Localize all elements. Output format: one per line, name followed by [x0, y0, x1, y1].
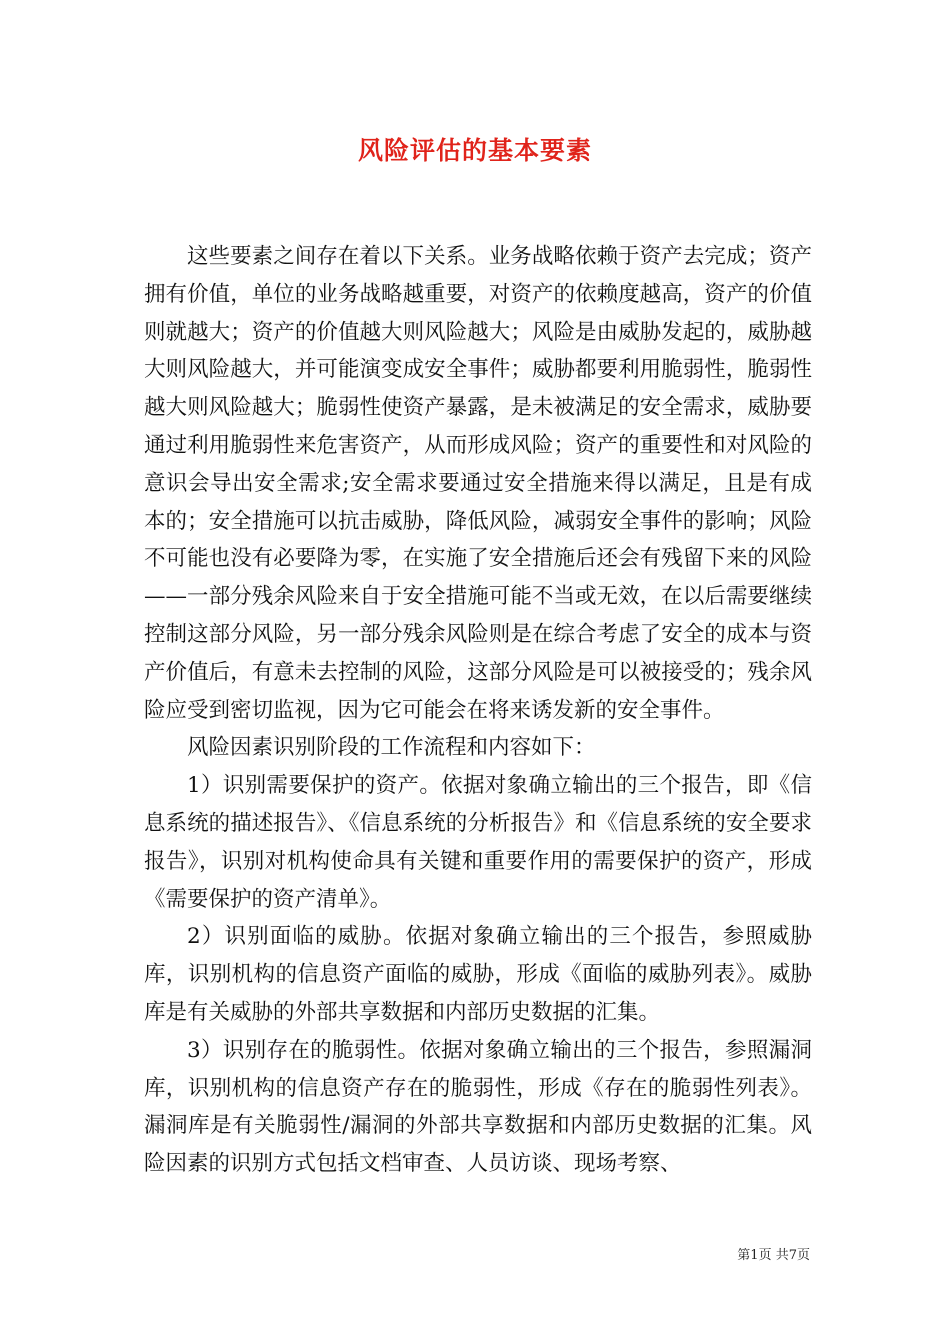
document-body: [144, 238, 812, 1183]
footer-current-page: 1: [750, 1248, 759, 1263]
footer-middle: 页 共: [758, 1248, 789, 1263]
paragraph-workflow-intro: 风险因素识别阶段的工作流程和内容如下：: [187, 735, 596, 761]
footer-prefix: 第: [737, 1248, 751, 1263]
paragraph-step-1: 1）识别需要保护的资产。依据对象确立输出的三个报告，即《信息系统的描述报告》、《信息系统的分析报告》和《信息系统的安全要求报告》，识别对机构使命具有关键和重要作用的需要保护的资产，形成《需要保护的资产清单》。: [144, 773, 812, 912]
paragraph-relationships: 这些要素之间存在着以下关系。业务战略依赖于资产去完成；资产拥有价值，单位的业务战略越重要，对资产的依赖度越高，资产的价值则就越大；资产的价值越大则风险越大；风险是由威胁发起的，威胁越大则风险越大，并可能演变成安全事件；威胁都要利用脆弱性，脆弱性越大则风险越大；脆弱性使资产暴露，是未被满足的安全需求，威胁要通过利用脆弱性来危害资产，从而形成风险；资产的重要性和对风险的意识会导出安全需求;安全需求要通过安全措施来得以满足，且是有成本的；安全措施可以抗击威胁，降低风险，减弱安全事件的影响；风险不可能也没有必要降为零，在实施了安全措施后还会有残留下来的风险——一部分残余风险来自于安全措施可能不当或无效，在以后需要继续控制这部分风险，另一部分残余风险则是在综合考虑了安全的成本与资产价值后，有意未去控制的风险，这部分风险是可以被接受的；残余风险应受到密切监视，因为它可能会在将来诱发新的安全事件。: [144, 244, 812, 723]
page-footer: [737, 1244, 810, 1263]
paragraph-step-3: 3）识别存在的脆弱性。依据对象确立输出的三个报告，参照漏洞库，识别机构的信息资产存在的脆弱性，形成《存在的脆弱性列表》。漏洞库是有关脆弱性/漏洞的外部共享数据和内部历史数据的汇集。风险因素的识别方式包括文档审查、人员访谈、现场考察、: [144, 1037, 812, 1177]
page-title: 风险评估的基本要素: [357, 136, 592, 165]
paragraph-step-2: 2）识别面临的威胁。依据对象确立输出的三个报告，参照威胁库，识别机构的信息资产面临的威胁，形成《面临的威胁列表》。威胁库是有关威胁的外部共享数据和内部历史数据的汇集。: [144, 924, 812, 1025]
footer-suffix: 页: [796, 1248, 810, 1263]
footer-total-pages: 7: [788, 1248, 797, 1263]
